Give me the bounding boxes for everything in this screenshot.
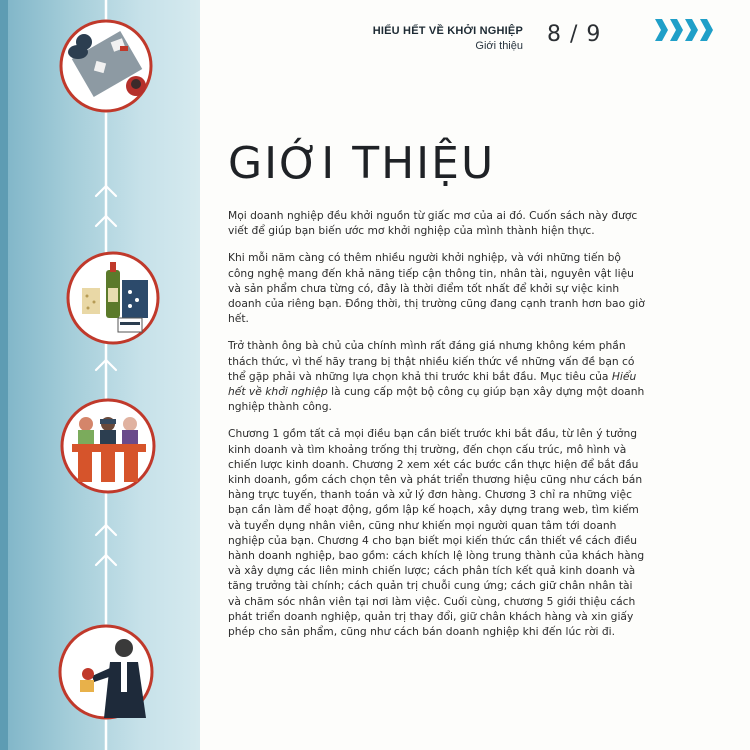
book-title-italic: Hiểu hết về khởi nghiệp	[228, 369, 637, 399]
paragraph-3-start: Trở thành ông bà chủ của chính mình rất đáng giá nhưng không kém phần thách thức, vì thế hãy trang bị thật nhiều kiến thức về những vấn đề bạn có thể gặp phải và những lựa chọn khả thi trước khi bắt đầu. Mục tiêu của	[228, 339, 635, 383]
businessman-illustration	[60, 626, 152, 718]
meeting-illustration	[61, 21, 151, 111]
book-title: HIỂU HẾT VỀ KHỞI NGHIỆP	[372, 25, 523, 37]
paragraph-1: Mọi doanh nghiệp đều khởi nguồn từ giấc mơ của ai đó. Cuốn sách này được viết để giúp bạn biến ước mơ khởi nghiệp của mình thành hiện thực.	[228, 209, 638, 238]
paragraph-4: Chương 1 gồm tất cả mọi điều bạn cần biết trước khi bắt đầu, từ lên ý tưởng kinh doanh và tìm khoảng trống thị trường, đến chọn cấu trúc, mô hình và chiến lược kinh doanh. Chương 2 xem xét các bước cần thực hiện để bắt đầu kinh doanh, gồm cách chọn tên và phát triển thương hiệu cũng như cách bán hàng trực tuyến, thanh toán và xử lý đơn hàng. Chương 3 chỉ ra những việc bạn cần làm để hoạt động, gồm lập kế hoạch, xây dựng trang web, tìm kiếm và tuyển dụng nhân viên, cũng như khiến mọi người quan tâm tới doanh nghiệp của bạn. Chương 4 cho bạn biết mọi kiến thức cần thiết về cách điều hành doanh nghiệp, bao gồm: cách khích lệ lòng trung thành của khách hàng và xây dựng các liên minh chiến lược; cách phân tích kết quả kinh doanh và tăng trưởng tài chính; cách quản trị chuỗi cung ứng; cách giữ chân nhân tài và chăm sóc nhân viên tại nơi làm việc. Cuối cùng, chương 5 giới thiệu cách phát triển doanh nghiệp, quản trị thay đổi, giữ chân khách hàng và xin giấy phép cho sản phẩm, cũng như cách bán doanh nghiệp khi đến lúc rời đi.	[228, 427, 645, 639]
chevrons-icon	[655, 19, 715, 41]
paragraph-2: Khi mỗi năm càng có thêm nhiều người khởi nghiệp, và với những tiến bộ công nghệ mang đến khả năng tiếp cận thông tin, nhân tài, nguyên vật liệu và sản phẩm chưa từng có, đây là thời điểm tốt nhất để khởi sự việc kinh doanh của riêng bạn. Đồng thời, thị trường cũng đang cạnh tranh hơn bao giờ hết.	[228, 251, 645, 326]
infographic-path	[0, 0, 200, 750]
page-number: 8 / 9	[547, 22, 602, 47]
page-title: GIỚI THIỆU	[228, 138, 496, 189]
decorative-band	[0, 0, 200, 750]
paragraph-3-end: là cung cấp một bộ công cụ giúp bạn xây dựng một doanh nghiệp thành công.	[228, 385, 645, 414]
products-illustration	[68, 253, 158, 343]
paragraph-3	[228, 338, 648, 414]
panel-illustration	[62, 400, 154, 492]
section-label: Giới thiệu	[475, 40, 523, 52]
intro-body	[228, 208, 648, 651]
